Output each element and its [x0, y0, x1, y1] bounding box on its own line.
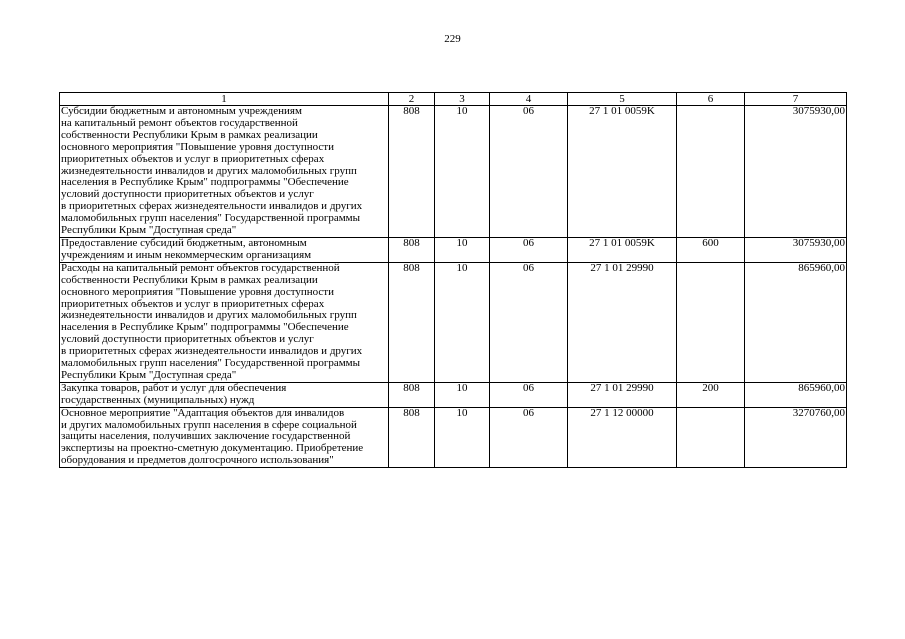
description-line: собственности Республики Крым в рамках реализации [61, 128, 318, 141]
amount-cell: 3075930,00 [745, 106, 847, 238]
description-line: основного мероприятия "Повышение уровня доступности [61, 140, 334, 153]
description-line: защиты населения, получивших заключение государственной [61, 430, 351, 443]
table-row [60, 237, 847, 262]
column-header: 2 [389, 93, 435, 106]
amount-cell: 865960,00 [745, 262, 847, 382]
section-code-cell: 10 [435, 237, 490, 262]
subsection-code-cell: 06 [490, 262, 568, 382]
description-line: в приоритетных сферах жизнедеятельности инвалидов и других [61, 200, 363, 213]
subsection-code-cell: 06 [490, 237, 568, 262]
table-row [60, 407, 847, 468]
expense-type-cell [677, 106, 745, 238]
description-line: Предоставление субсидий бюджетным, автономным [61, 236, 307, 249]
expense-type-cell [677, 407, 745, 468]
description-line: условий доступности приоритетных объектов и услуг [61, 333, 314, 346]
target-article-cell: 27 1 01 29990 [568, 382, 677, 407]
description-line: населения в Республике Крым" подпрограммы "Обеспечение [61, 176, 349, 189]
ministry-code-cell: 808 [389, 382, 435, 407]
column-header: 1 [60, 93, 389, 106]
section-code-cell: 10 [435, 106, 490, 238]
description-line: маломобильных групп населения" Государственной программы [61, 212, 361, 225]
description-line: жизнедеятельности инвалидов и других маломобильных групп [61, 164, 357, 177]
description-line: Республики Крым "Доступная среда" [61, 224, 237, 237]
description-line: собственности Республики Крым в рамках реализации [61, 273, 318, 286]
column-header: 4 [490, 93, 568, 106]
expense-type-cell [677, 262, 745, 382]
target-article-cell: 27 1 01 29990 [568, 262, 677, 382]
column-header: 5 [568, 93, 677, 106]
description-line: жизнедеятельности инвалидов и других маломобильных групп [61, 309, 357, 322]
expense-type-cell: 200 [677, 382, 745, 407]
budget-table [59, 92, 847, 468]
section-code-cell: 10 [435, 382, 490, 407]
target-article-cell: 27 1 12 00000 [568, 407, 677, 468]
description-line: Республики Крым "Доступная среда" [61, 368, 237, 381]
description-line: Закупка товаров, работ и услуг для обеспечения [61, 381, 287, 394]
subsection-code-cell: 06 [490, 106, 568, 238]
page-number: 229 [444, 33, 461, 45]
table-body [60, 106, 847, 468]
amount-cell: 3270760,00 [745, 407, 847, 468]
column-header: 3 [435, 93, 490, 106]
ministry-code-cell: 808 [389, 237, 435, 262]
description-line: на капитальный ремонт объектов государственной [61, 116, 298, 129]
description-line: приоритетных объектов и услуг в приоритетных сферах [61, 297, 325, 310]
amount-cell: 865960,00 [745, 382, 847, 407]
table-row [60, 262, 847, 382]
description-line: населения в Республике Крым" подпрограммы "Обеспечение [61, 321, 349, 334]
description-line: Расходы на капитальный ремонт объектов государственной [61, 261, 340, 274]
ministry-code-cell: 808 [389, 106, 435, 238]
table-row [60, 106, 847, 238]
ministry-code-cell: 808 [389, 262, 435, 382]
target-article-cell: 27 1 01 0059K [568, 106, 677, 238]
amount-cell: 3075930,00 [745, 237, 847, 262]
row-description [60, 106, 389, 238]
description-line: учреждениям и иным некоммерческим организациям [61, 248, 312, 261]
description-line: маломобильных групп населения" Государственной программы [61, 357, 361, 370]
subsection-code-cell: 06 [490, 382, 568, 407]
description-line: Субсидии бюджетным и автономным учреждениям [61, 105, 302, 117]
description-line: экспертизы на проектно-сметную документацию. Приобретение [61, 442, 364, 455]
section-code-cell: 10 [435, 407, 490, 468]
expense-type-cell: 600 [677, 237, 745, 262]
description-line: условий доступности приоритетных объектов и услуг [61, 188, 314, 201]
description-line: государственных (муниципальных) нужд [61, 393, 255, 406]
section-code-cell: 10 [435, 262, 490, 382]
description-line: оборудования и предметов долгосрочного использования" [61, 454, 334, 467]
row-description [60, 262, 389, 382]
description-line: в приоритетных сферах жизнедеятельности инвалидов и других [61, 345, 363, 358]
row-description [60, 237, 389, 262]
description-line: приоритетных объектов и услуг в приоритетных сферах [61, 152, 325, 165]
description-line: Основное мероприятие "Адаптация объектов для инвалидов [61, 406, 345, 419]
table-row [60, 382, 847, 407]
subsection-code-cell: 06 [490, 407, 568, 468]
description-line: и других маломобильных групп населения в сфере социальной [61, 418, 357, 431]
column-header: 6 [677, 93, 745, 106]
row-description [60, 407, 389, 468]
description-line: основного мероприятия "Повышение уровня доступности [61, 285, 334, 298]
ministry-code-cell: 808 [389, 407, 435, 468]
table-header-row [60, 93, 847, 106]
column-header: 7 [745, 93, 847, 106]
row-description [60, 382, 389, 407]
target-article-cell: 27 1 01 0059K [568, 237, 677, 262]
